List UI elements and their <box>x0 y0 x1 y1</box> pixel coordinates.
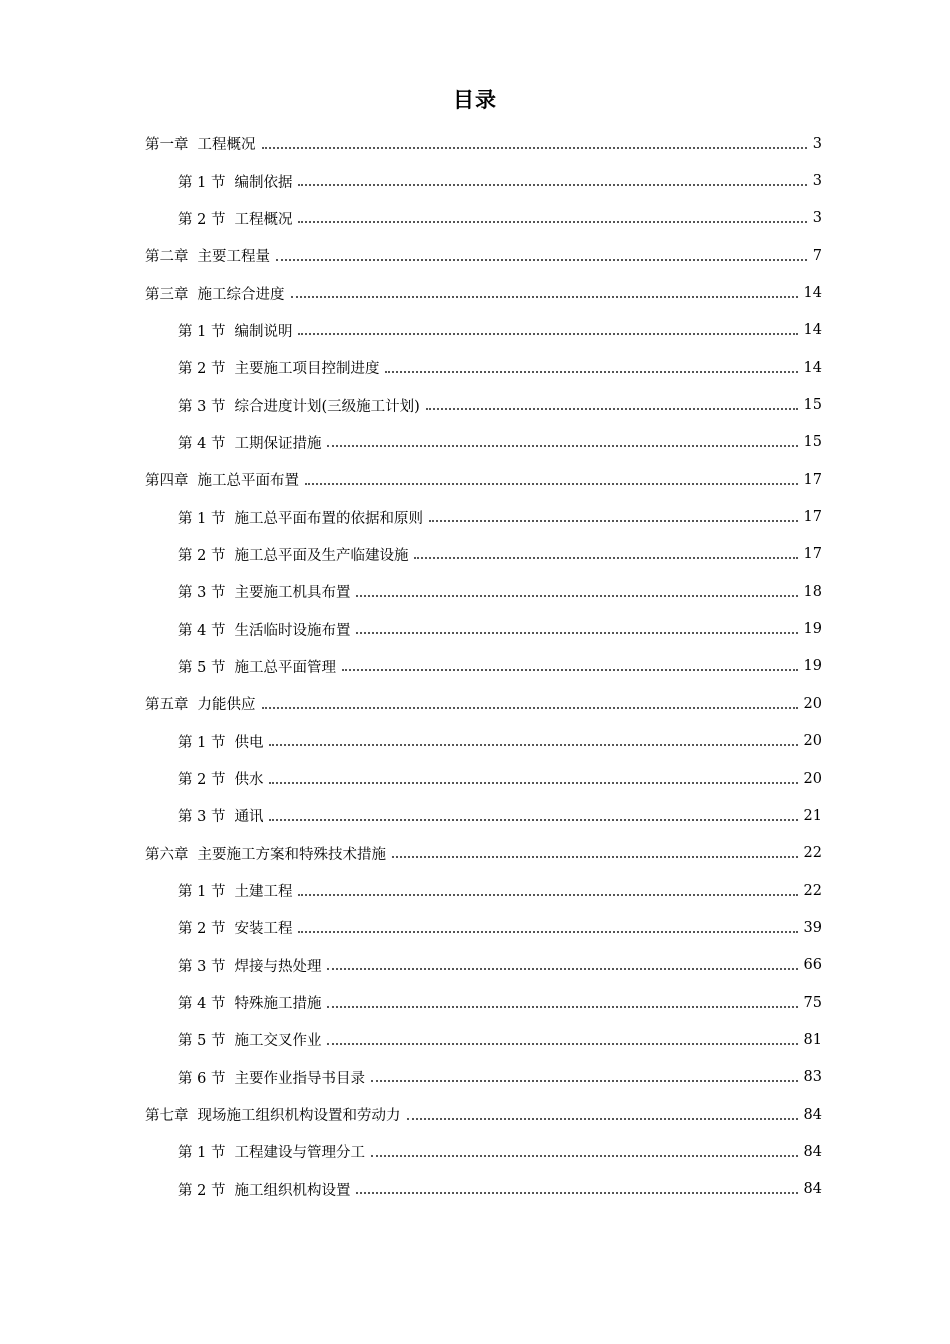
toc-dot-leader <box>371 1066 798 1082</box>
toc-entry-number: 第 4 节 <box>178 435 226 452</box>
toc-dot-leader <box>327 992 797 1008</box>
toc-entry-number: 第七章 <box>145 1108 189 1125</box>
toc-entry-title: 主要施工项目控制进度 <box>234 361 380 378</box>
toc-entry-title: 主要施工方案和特殊技术措施 <box>197 846 386 863</box>
toc-dot-leader <box>298 917 797 933</box>
toc-page-number: 83 <box>803 1069 822 1086</box>
toc-entry-title: 通讯 <box>234 809 264 826</box>
toc-dot-leader <box>392 842 798 858</box>
toc-page-number: 20 <box>803 695 822 712</box>
toc-dot-leader <box>356 618 797 634</box>
toc-chapter-entry[interactable] <box>145 274 822 311</box>
toc-entry-number: 第 1 节 <box>178 323 226 340</box>
toc-entry-title: 力能供应 <box>197 697 256 714</box>
toc-chapter-entry[interactable] <box>145 835 822 872</box>
toc-page-number: 3 <box>812 210 822 227</box>
toc-entry-number: 第 3 节 <box>178 585 226 602</box>
toc-chapter-entry[interactable] <box>145 237 822 274</box>
toc-entry-number: 第五章 <box>145 697 189 714</box>
toc-entry-title: 现场施工组织机构设置和劳动力 <box>197 1108 401 1125</box>
toc-entry-number: 第 2 节 <box>178 361 226 378</box>
toc-dot-leader <box>426 394 798 410</box>
toc-entry-number: 第三章 <box>145 286 189 303</box>
toc-entry-number: 第 2 节 <box>178 211 226 228</box>
toc-entry-title: 综合进度计划(三级施工计划) <box>234 398 420 415</box>
toc-entry-number: 第 3 节 <box>178 398 226 415</box>
toc-dot-leader <box>262 133 807 149</box>
toc-entry-title: 生活临时设施布置 <box>234 622 351 639</box>
toc-dot-leader <box>327 431 797 447</box>
toc-section-entry[interactable] <box>178 349 822 386</box>
toc-page-number: 17 <box>803 471 822 488</box>
toc-entry-title: 安装工程 <box>234 921 293 938</box>
toc-dot-leader <box>342 655 798 671</box>
toc-page-number: 18 <box>803 583 822 600</box>
toc-entry-title: 施工交叉作业 <box>234 1033 322 1050</box>
toc-dot-leader <box>298 170 806 186</box>
toc-entry-title: 编制说明 <box>234 323 293 340</box>
toc-entry-title: 工期保证措施 <box>234 435 322 452</box>
toc-page-number: 14 <box>803 285 822 302</box>
toc-page-number: 84 <box>803 1106 822 1123</box>
toc-dot-leader <box>356 581 797 597</box>
toc-entry-title: 施工组织机构设置 <box>234 1182 351 1199</box>
toc-section-entry[interactable] <box>178 648 822 685</box>
toc-section-entry[interactable] <box>178 610 822 647</box>
toc-entry-title: 焊接与热处理 <box>234 958 322 975</box>
toc-section-entry[interactable] <box>178 573 822 610</box>
toc-chapter-entry[interactable] <box>145 461 822 498</box>
toc-dot-leader <box>298 207 806 223</box>
toc-section-entry[interactable] <box>178 947 822 984</box>
toc-list <box>0 125 950 1208</box>
toc-entry-title: 供水 <box>234 772 264 789</box>
toc-entry-title: 土建工程 <box>234 884 293 901</box>
toc-section-entry[interactable] <box>178 1171 822 1208</box>
toc-entry-title: 编制依据 <box>234 174 293 191</box>
toc-entry-number: 第 6 节 <box>178 1070 226 1087</box>
toc-entry-number: 第 3 节 <box>178 809 226 826</box>
toc-entry-number: 第 4 节 <box>178 622 226 639</box>
toc-entry-title: 工程建设与管理分工 <box>234 1145 365 1162</box>
toc-section-entry[interactable] <box>178 872 822 909</box>
toc-dot-leader <box>429 506 798 522</box>
toc-entry-title: 主要作业指导书目录 <box>234 1070 365 1087</box>
toc-entry-number: 第 5 节 <box>178 1033 226 1050</box>
toc-section-entry[interactable] <box>178 536 822 573</box>
toc-entry-number: 第 2 节 <box>178 547 226 564</box>
toc-dot-leader <box>305 469 798 485</box>
toc-section-entry[interactable] <box>178 760 822 797</box>
toc-section-entry[interactable] <box>178 312 822 349</box>
toc-dot-leader <box>269 730 797 746</box>
toc-dot-leader <box>269 768 797 784</box>
toc-title: 目录 <box>453 88 497 112</box>
toc-page-number: 22 <box>803 882 822 899</box>
toc-page-number: 7 <box>812 247 822 264</box>
toc-entry-title: 施工总平面布置的依据和原则 <box>234 510 423 527</box>
toc-page-number: 19 <box>803 621 822 638</box>
toc-entry-number: 第 1 节 <box>178 174 226 191</box>
toc-section-entry[interactable] <box>178 1021 822 1058</box>
toc-section-entry[interactable] <box>178 424 822 461</box>
toc-entry-title: 工程概况 <box>234 211 293 228</box>
toc-section-entry[interactable] <box>178 498 822 535</box>
toc-entry-title: 供电 <box>234 734 264 751</box>
toc-entry-number: 第 5 节 <box>178 659 226 676</box>
toc-dot-leader <box>327 954 797 970</box>
toc-page-number: 15 <box>803 434 822 451</box>
toc-chapter-entry[interactable] <box>145 125 822 162</box>
toc-entry-number: 第 2 节 <box>178 1182 226 1199</box>
toc-page-number: 39 <box>803 919 822 936</box>
toc-dot-leader <box>269 805 797 821</box>
toc-section-entry[interactable] <box>178 200 822 237</box>
toc-entry-number: 第 1 节 <box>178 734 226 751</box>
toc-page-number: 84 <box>803 1143 822 1160</box>
toc-entry-title: 主要工程量 <box>197 249 270 266</box>
toc-page-number: 3 <box>812 173 822 190</box>
toc-page-number: 20 <box>803 733 822 750</box>
toc-page-number: 84 <box>803 1181 822 1198</box>
toc-section-entry[interactable] <box>178 797 822 834</box>
toc-dot-leader <box>298 880 797 896</box>
toc-dot-leader <box>371 1141 798 1157</box>
toc-dot-leader <box>276 245 807 261</box>
toc-section-entry[interactable] <box>178 909 822 946</box>
toc-page-number: 22 <box>803 845 822 862</box>
toc-page-number: 21 <box>803 807 822 824</box>
toc-entry-title: 施工总平面布置 <box>197 473 299 490</box>
toc-entry-title: 施工总平面及生产临建设施 <box>234 547 409 564</box>
toc-dot-leader <box>414 543 797 559</box>
toc-section-entry[interactable] <box>178 1133 822 1170</box>
toc-dot-leader <box>356 1178 797 1194</box>
toc-dot-leader <box>407 1104 798 1120</box>
toc-entry-number: 第一章 <box>145 137 189 154</box>
toc-chapter-entry[interactable] <box>145 685 822 722</box>
toc-section-entry[interactable] <box>178 984 822 1021</box>
toc-entry-title: 主要施工机具布置 <box>234 585 351 602</box>
toc-entry-number: 第 1 节 <box>178 510 226 527</box>
toc-section-entry[interactable] <box>178 1059 822 1096</box>
toc-page-number: 14 <box>803 359 822 376</box>
toc-section-entry[interactable] <box>178 386 822 423</box>
toc-page-number: 19 <box>803 658 822 675</box>
toc-page-number: 66 <box>803 957 822 974</box>
toc-entry-number: 第 4 节 <box>178 996 226 1013</box>
toc-page-number: 15 <box>803 397 822 414</box>
toc-dot-leader <box>298 319 797 335</box>
toc-entry-number: 第 3 节 <box>178 958 226 975</box>
toc-section-entry[interactable] <box>178 723 822 760</box>
toc-page-number: 14 <box>803 322 822 339</box>
toc-entry-number: 第四章 <box>145 473 189 490</box>
toc-page-number: 3 <box>812 135 822 152</box>
toc-chapter-entry[interactable] <box>145 1096 822 1133</box>
toc-section-entry[interactable] <box>178 162 822 199</box>
toc-page-number: 81 <box>803 1031 822 1048</box>
toc-dot-leader <box>262 693 798 709</box>
toc-entry-number: 第 2 节 <box>178 772 226 789</box>
toc-page-number: 75 <box>803 994 822 1011</box>
toc-entry-number: 第 2 节 <box>178 921 226 938</box>
toc-page-number: 17 <box>803 509 822 526</box>
toc-entry-number: 第六章 <box>145 846 189 863</box>
toc-entry-title: 工程概况 <box>197 137 256 154</box>
toc-dot-leader <box>327 1029 797 1045</box>
toc-page-number: 20 <box>803 770 822 787</box>
toc-dot-leader <box>385 357 797 373</box>
toc-dot-leader <box>291 282 798 298</box>
toc-page-number: 17 <box>803 546 822 563</box>
toc-entry-number: 第 1 节 <box>178 884 226 901</box>
toc-entry-title: 特殊施工措施 <box>234 996 322 1013</box>
toc-entry-number: 第 1 节 <box>178 1145 226 1162</box>
toc-entry-title: 施工综合进度 <box>197 286 285 303</box>
toc-entry-number: 第二章 <box>145 249 189 266</box>
toc-entry-title: 施工总平面管理 <box>234 659 336 676</box>
